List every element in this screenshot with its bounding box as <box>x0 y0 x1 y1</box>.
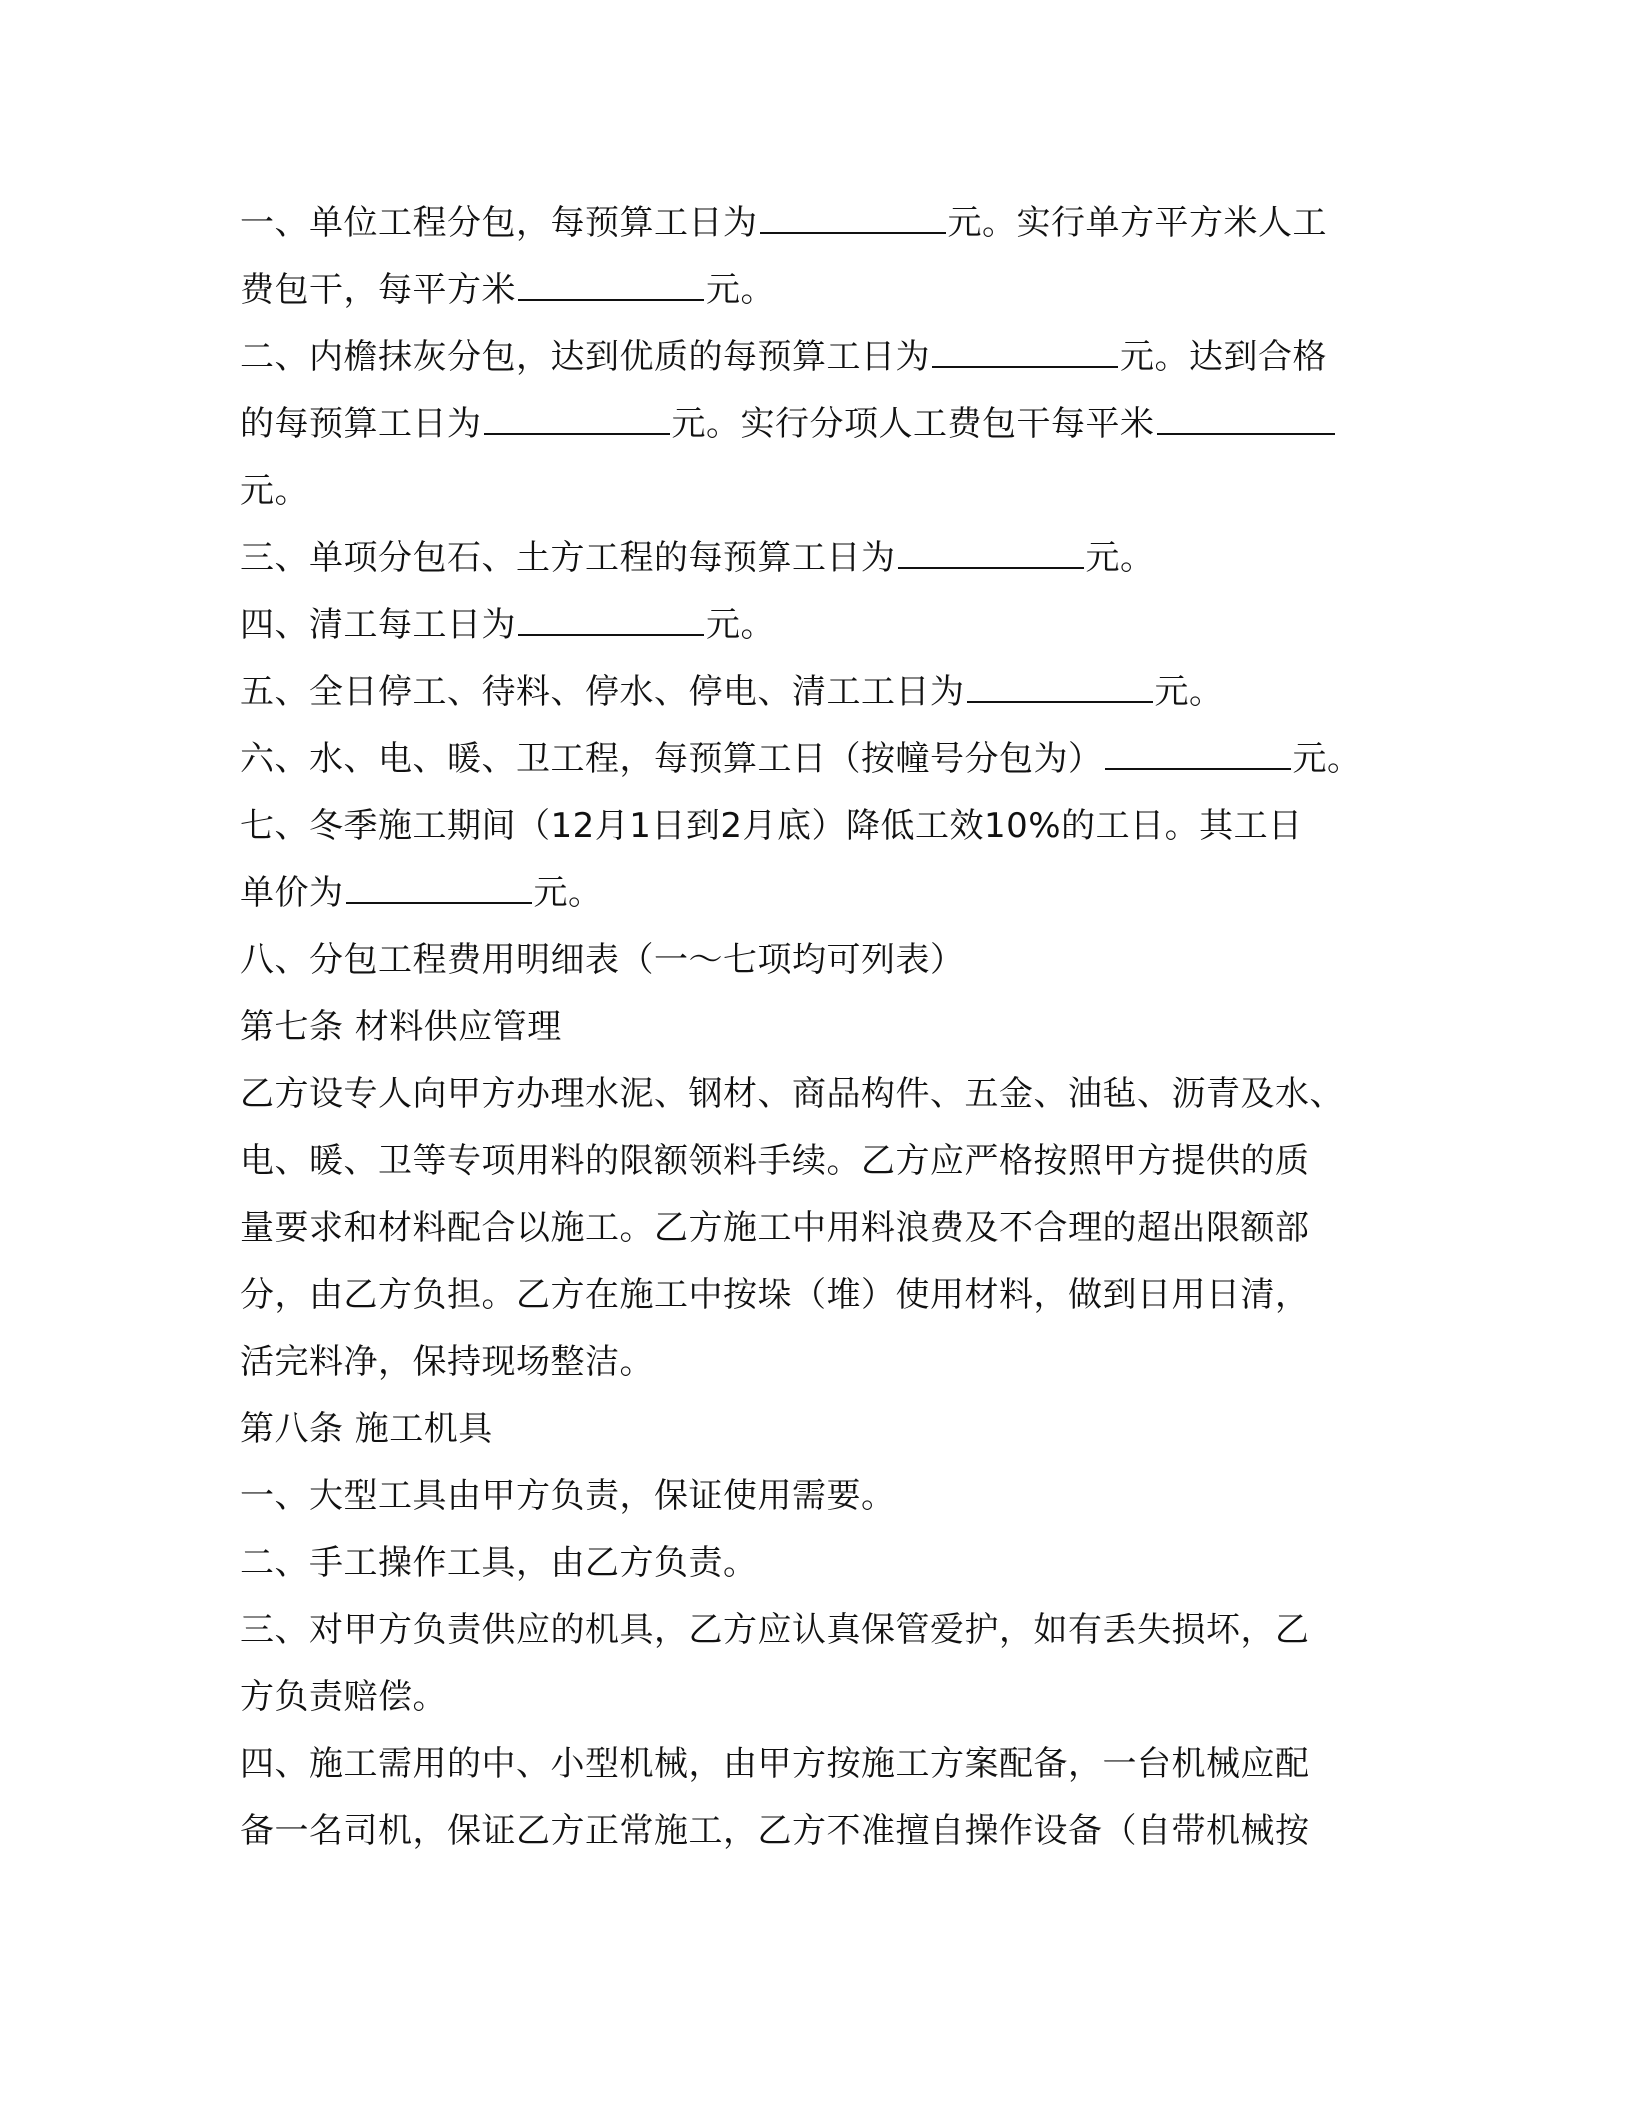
clause-text: 四、清工每工日为 <box>240 605 516 645</box>
fill-blank <box>932 326 1118 368</box>
clause-text: 单价为 <box>240 873 344 913</box>
clause-text: 元。 <box>1085 538 1155 578</box>
clause-line <box>240 1530 1390 1597</box>
section-heading <box>240 1396 1390 1463</box>
fill-blank <box>518 594 704 636</box>
clause-text: 四、施工需用的中、小型机械，由甲方按施工方案配备，一台机械应配 <box>240 1744 1310 1784</box>
fill-blank <box>967 661 1153 703</box>
clause-text: 一、大型工具由甲方负责，保证使用需要。 <box>240 1476 896 1516</box>
paragraph-text: 量要求和材料配合以施工。乙方施工中用料浪费及不合理的超出限额部 <box>240 1208 1310 1248</box>
clause-line <box>240 860 1390 927</box>
section-heading <box>240 994 1390 1061</box>
fill-blank <box>898 527 1084 569</box>
clause-line <box>240 391 1390 458</box>
clause-line <box>240 1597 1390 1664</box>
clause-text: 备一名司机，保证乙方正常施工，乙方不准擅自操作设备（自带机械按 <box>240 1811 1310 1851</box>
fill-blank <box>1105 728 1291 770</box>
clause-line <box>240 927 1390 994</box>
clause-text: 方负责赔偿。 <box>240 1677 447 1717</box>
clause-line <box>240 659 1390 726</box>
clause-text: 三、对甲方负责供应的机具，乙方应认真保管爱护，如有丢失损坏，乙 <box>240 1610 1310 1650</box>
clause-line <box>240 592 1390 659</box>
paragraph-line <box>240 1262 1390 1329</box>
paragraph-text: 乙方设专人向甲方办理水泥、钢材、商品构件、五金、油毡、沥青及水、 <box>240 1074 1344 1114</box>
clause-line <box>240 1798 1390 1865</box>
clause-line <box>240 458 1390 525</box>
paragraph-text: 电、暖、卫等专项用料的限额领料手续。乙方应严格按照甲方提供的质 <box>240 1141 1310 1181</box>
fill-blank <box>760 192 946 234</box>
paragraph-text: 活完料净，保持现场整洁。 <box>240 1342 654 1382</box>
clause-line <box>240 1463 1390 1530</box>
clause-text: 三、单项分包石、土方工程的每预算工日为 <box>240 538 896 578</box>
paragraph-line <box>240 1128 1390 1195</box>
paragraph-line <box>240 1329 1390 1396</box>
fill-blank <box>346 862 532 904</box>
clause-text: 六、水、电、暖、卫工程，每预算工日（按幢号分包为） <box>240 739 1103 779</box>
clause-line <box>240 525 1390 592</box>
clause-text: 元。 <box>533 873 603 913</box>
clause-text: 元。 <box>1292 739 1362 779</box>
clause-text: 元。 <box>240 471 309 511</box>
clause-line <box>240 1731 1390 1798</box>
clause-text: 五、全日停工、待料、停水、停电、清工工日为 <box>240 672 965 712</box>
clause-text: 一、单位工程分包，每预算工日为 <box>240 203 758 243</box>
clause-line <box>240 190 1390 257</box>
section-heading-text: 第八条 施工机具 <box>240 1409 493 1449</box>
clause-line <box>240 257 1390 324</box>
clause-text: 的每预算工日为 <box>240 404 482 444</box>
clause-text: 元。 <box>1154 672 1224 712</box>
clause-line <box>240 726 1390 793</box>
clause-text: 二、内檐抹灰分包，达到优质的每预算工日为 <box>240 337 930 377</box>
clause-text: 元。实行分项人工费包干每平米 <box>671 404 1155 444</box>
clause-text: 元。达到合格 <box>1120 337 1327 377</box>
clause-text: 七、冬季施工期间（12月1日到2月底）降低工效10%的工日。其工日 <box>240 806 1303 846</box>
paragraph-text: 分，由乙方负担。乙方在施工中按垛（堆）使用材料，做到日用日清， <box>240 1275 1310 1315</box>
clause-line <box>240 793 1390 860</box>
clause-text: 八、分包工程费用明细表（一～七项均可列表） <box>240 940 965 980</box>
section-heading-text: 第七条 材料供应管理 <box>240 1007 562 1047</box>
clause-text: 费包干，每平方米 <box>240 270 516 310</box>
document-body <box>240 190 1390 1865</box>
clause-line <box>240 324 1390 391</box>
paragraph-line <box>240 1195 1390 1262</box>
clause-text: 元。 <box>706 605 775 645</box>
fill-blank <box>1157 393 1335 435</box>
fill-blank <box>518 259 704 301</box>
clause-text: 元。实行单方平方米人工 <box>947 203 1327 243</box>
clause-line <box>240 1664 1390 1731</box>
fill-blank <box>484 393 670 435</box>
paragraph-line <box>240 1061 1390 1128</box>
clause-text: 元。 <box>706 270 775 310</box>
clause-text: 二、手工操作工具，由乙方负责。 <box>240 1543 758 1583</box>
